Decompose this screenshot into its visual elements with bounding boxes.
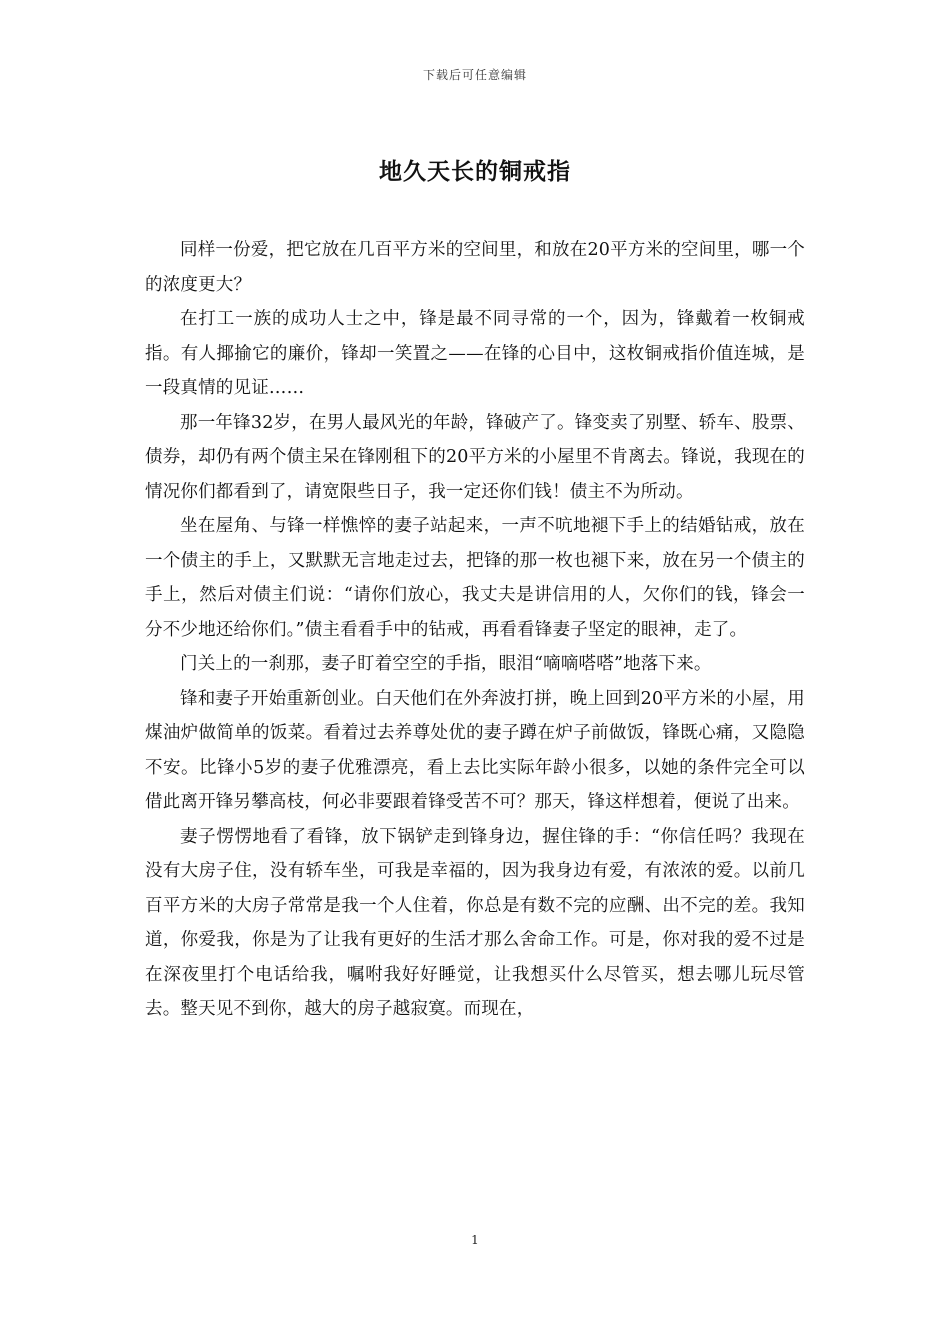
page-header: 下载后可任意编辑 bbox=[422, 68, 527, 82]
paragraph: 那一年锋32岁，在男人最风光的年龄，锋破产了。锋变卖了别墅、轿车、股票、债券，却仍有两个债主呆在锋刚租下的20平方米的小屋里不肯离去。锋说，我现在的情况你们都看到了，请宽限些日子，我一定还你们钱！债主不为所动。 bbox=[145, 412, 805, 502]
document-title: 地久天长的铜戒指 bbox=[379, 158, 571, 185]
page-number: 1 bbox=[471, 1233, 479, 1247]
paragraph: 同样一份爱，把它放在几百平方米的空间里，和放在20平方米的空间里，哪一个的浓度更大？ bbox=[145, 240, 805, 295]
paragraph: 在打工一族的成功人士之中，锋是最不同寻常的一个，因为，锋戴着一枚铜戒指。有人揶揄它的廉价，锋却一笑置之——在锋的心目中，这枚铜戒指价值连城，是一段真情的见证…… bbox=[145, 309, 805, 398]
paragraph: 锋和妻子开始重新创业。白天他们在外奔波打拼，晚上回到20平方米的小屋，用煤油炉做简单的饭菜。看着过去养尊处优的妻子蹲在炉子前做饭，锋既心痛，又隐隐不安。比锋小5岁的妻子优雅漂亮，看上去比实际年龄小很多，以她的条件完全可以借此离开锋另攀高枝，何必非要跟着锋受苦不可？那天，锋这样想着，便说了出来。 bbox=[145, 688, 805, 812]
paragraph: 门关上的一刹那，妻子盯着空空的手指，眼泪“嘀嘀嗒嗒”地落下来。 bbox=[180, 654, 712, 674]
document-body bbox=[145, 233, 805, 1027]
paragraph: 妻子愣愣地看了看锋，放下锅铲走到锋身边，握住锋的手：“你信任吗？我现在没有大房子住，没有轿车坐，可我是幸福的，因为我身边有爱，有浓浓的爱。以前几百平方米的大房子常常是我一个人住着，你总是有数不完的应酬、出不完的差。我知道，你爱我，你是为了让我有更好的生活才那么舍命工作。可是，你对我的爱不过是在深夜里打个电话给我，嘱咐我好好睡觉，让我想买什么尽管买，想去哪儿玩尽管去。整天见不到你，越大的房子越寂寞。而现在， bbox=[145, 826, 805, 1019]
paragraph: 坐在屋角、与锋一样憔悴的妻子站起来，一声不吭地褪下手上的结婚钻戒，放在一个债主的手上，又默默无言地走过去，把锋的那一枚也褪下来，放在另一个债主的手上，然后对债主们说：“请你们放心，我丈夫是讲信用的人，欠你们的钱，锋会一分不少地还给你们。”债主看看手中的钻戒，再看看锋妻子坚定的眼神，走了。 bbox=[145, 516, 805, 640]
